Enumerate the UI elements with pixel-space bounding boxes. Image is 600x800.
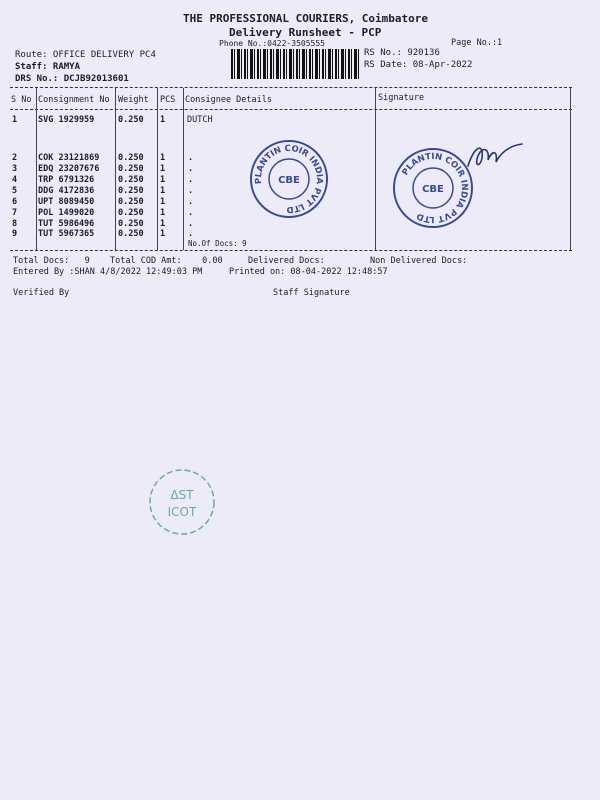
- total-docs: Total Docs: 9: [13, 256, 90, 266]
- stamp-center-text: CBE: [422, 184, 444, 195]
- stamp-ring-text: PLANTIN COIR INDIA PVT LTD: [253, 143, 325, 215]
- company-title: THE PROFESSIONAL COURIERS, Coimbatore: [183, 12, 429, 25]
- table-row: [0, 229, 600, 240]
- sno: 4: [12, 175, 18, 185]
- sno: 1: [12, 115, 18, 125]
- consignment-no: EDQ 23207676: [38, 164, 100, 174]
- delivered-docs: Delivered Docs:: [248, 256, 325, 266]
- total-cod: Total COD Amt: 0.00: [110, 256, 223, 266]
- stamp-bottom-text: ICOT: [167, 505, 197, 519]
- header-consignment: Consignment No: [38, 95, 110, 105]
- consignee: .: [188, 219, 194, 229]
- stamp-center-text: CBE: [278, 175, 300, 186]
- sno: 3: [12, 164, 18, 174]
- weight: 0.250: [118, 219, 144, 229]
- pcs: 1: [160, 115, 166, 125]
- consignee: .: [188, 186, 194, 196]
- route-label: Route: OFFICE DELIVERY PC4: [15, 50, 156, 60]
- consignment-no: SVG 1929959: [38, 115, 95, 125]
- rs-number: RS No.: 920136: [364, 48, 440, 58]
- sno: 9: [12, 229, 18, 239]
- header-rule: [10, 109, 572, 110]
- pcs: 1: [160, 229, 166, 239]
- pcs: 1: [160, 175, 166, 185]
- consignee: .: [188, 153, 194, 163]
- rs-date: RS Date: 08-Apr-2022: [364, 60, 473, 70]
- barcode: [231, 49, 361, 79]
- consignment-no: POL 1499020: [38, 208, 95, 218]
- drs-number: DRS No.: DCJB92013601: [15, 74, 129, 84]
- consignment-no: TUT 5967365: [38, 229, 95, 239]
- header-pcs: PCS: [160, 95, 176, 105]
- handwritten-signature: [462, 136, 530, 176]
- weight: 0.250: [118, 115, 144, 125]
- table-bottom-rule: [10, 250, 572, 251]
- header-signature: Signature: [378, 93, 425, 103]
- printed-on: Printed on: 08-04-2022 12:48:57: [229, 267, 388, 277]
- staff-signature: Staff Signature: [273, 288, 350, 298]
- header-sno: S No: [11, 95, 32, 105]
- phone-number: Phone No.:0422-3505555: [219, 39, 325, 48]
- consignment-no: UPT 8089450: [38, 197, 95, 207]
- consignment-no: TRP 6791326: [38, 175, 95, 185]
- table-row: [0, 115, 600, 126]
- consignment-no: DDG 4172836: [38, 186, 95, 196]
- faint-ink-stamp: [146, 466, 218, 538]
- sno: 5: [12, 186, 18, 196]
- consignee: .: [188, 208, 194, 218]
- pcs: 1: [160, 153, 166, 163]
- non-delivered-docs: Non Delivered Docs:: [370, 256, 468, 266]
- sno: 6: [12, 197, 18, 207]
- consignee: DUTCH: [187, 115, 213, 125]
- weight: 0.250: [118, 208, 144, 218]
- pcs: 1: [160, 186, 166, 196]
- sno: 7: [12, 208, 18, 218]
- sno: 8: [12, 219, 18, 229]
- pcs: 1: [160, 164, 166, 174]
- table-top-rule: [10, 87, 572, 88]
- table-header: [0, 95, 600, 106]
- runsheet-title: Delivery Runsheet - PCP: [229, 26, 382, 39]
- consignee: .: [188, 197, 194, 207]
- stamp-ring-text: PLANTIN COIR INDIA PVT LTD: [400, 151, 470, 225]
- consignee: .: [188, 229, 194, 239]
- weight: 0.250: [118, 153, 144, 163]
- sno: 2: [12, 153, 18, 163]
- consignee: .: [188, 164, 194, 174]
- header-consignee: Consignee Details: [185, 95, 272, 105]
- consignee: .: [188, 175, 194, 185]
- weight: 0.250: [118, 186, 144, 196]
- staff-label: Staff: RAMYA: [15, 62, 81, 72]
- verified-by: Verified By: [13, 288, 70, 298]
- weight: 0.250: [118, 175, 144, 185]
- consignment-no: TUT 5986496: [38, 219, 95, 229]
- weight: 0.250: [118, 229, 144, 239]
- stamp-top-text: ΔЅΤ: [170, 488, 194, 502]
- page-number: Page No.:1: [451, 38, 503, 48]
- weight: 0.250: [118, 164, 144, 174]
- entered-by: Entered By :SHAN 4/8/2022 12:49:03 PM: [13, 267, 203, 277]
- weight: 0.250: [118, 197, 144, 207]
- pcs: 1: [160, 219, 166, 229]
- consignment-no: COK 23121869: [38, 153, 100, 163]
- pcs: 1: [160, 208, 166, 218]
- pcs: 1: [160, 197, 166, 207]
- no-of-docs: No.Of Docs: 9: [188, 239, 247, 248]
- header-weight: Weight: [118, 95, 149, 105]
- company-stamp: [248, 138, 330, 220]
